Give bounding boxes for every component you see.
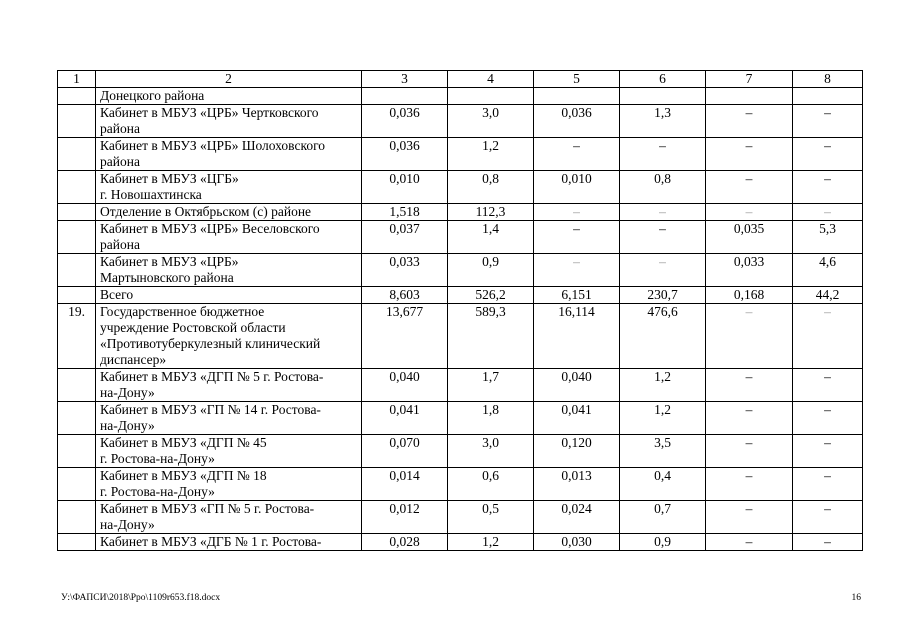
table-row (58, 501, 863, 534)
value-cell: – (620, 221, 706, 254)
column-number-cell: 6 (620, 71, 706, 88)
institution-name-line: Кабинет в МБУЗ «ДГП № 5 г. Ростова- (100, 369, 324, 384)
value-cell: 1,518 (362, 204, 448, 221)
value-cell: 0,040 (534, 369, 620, 402)
value-cell: – (793, 402, 863, 435)
column-number-cell: 2 (96, 71, 362, 88)
institution-name-line: Кабинет в МБУЗ «ЦГБ» (100, 171, 239, 186)
value-cell: 3,0 (448, 435, 534, 468)
institution-name-line: г. Ростова-на-Дону» (100, 484, 215, 499)
value-cell: 0,041 (362, 402, 448, 435)
value-cell: – (706, 435, 793, 468)
institution-name-line: Кабинет в МБУЗ «ЦРБ» Чертковского (100, 105, 319, 120)
value-cell: 1,2 (620, 369, 706, 402)
value-cell: 0,033 (706, 254, 793, 287)
value-cell: – (793, 105, 863, 138)
value-cell: – (793, 369, 863, 402)
value-cell: 1,2 (620, 402, 706, 435)
institution-name-line: Кабинет в МБУЗ «ЦРБ» (100, 254, 239, 269)
value-cell: 1,2 (448, 138, 534, 171)
value-cell: 1,3 (620, 105, 706, 138)
institution-name-line: Кабинет в МБУЗ «ГП № 14 г. Ростова- (100, 402, 321, 417)
value-cell: 5,3 (793, 221, 863, 254)
value-cell: – (706, 204, 793, 221)
row-number-cell (58, 221, 96, 254)
value-cell: – (706, 369, 793, 402)
institution-name-cell (96, 171, 362, 204)
value-cell: 526,2 (448, 287, 534, 304)
column-number-cell: 7 (706, 71, 793, 88)
value-cell: – (793, 468, 863, 501)
value-cell: 0,012 (362, 501, 448, 534)
value-cell: – (706, 534, 793, 551)
value-cell: – (706, 171, 793, 204)
table-row (58, 88, 863, 105)
value-cell: – (620, 254, 706, 287)
institution-name-cell (96, 105, 362, 138)
institution-name-cell (96, 88, 362, 105)
table-row (58, 204, 863, 221)
value-cell: 112,3 (448, 204, 534, 221)
value-cell: 0,120 (534, 435, 620, 468)
value-cell: 6,151 (534, 287, 620, 304)
institution-name-line: на-Дону» (100, 418, 155, 433)
table-row (58, 254, 863, 287)
value-cell: 1,2 (448, 534, 534, 551)
column-number-cell: 4 (448, 71, 534, 88)
column-number-cell: 8 (793, 71, 863, 88)
row-number-cell (58, 287, 96, 304)
institution-name-line: района (100, 237, 140, 252)
table-header-row (58, 71, 863, 88)
table-row (58, 534, 863, 551)
institution-name-line: Кабинет в МБУЗ «ГП № 5 г. Ростова- (100, 501, 315, 516)
institution-name-line: Кабинет в МБУЗ «ЦРБ» Шолоховского (100, 138, 326, 153)
value-cell: 0,8 (620, 171, 706, 204)
value-cell: 0,035 (706, 221, 793, 254)
institution-name-line: Кабинет в МБУЗ «ЦРБ» Веселовского (100, 221, 320, 236)
value-cell: – (793, 435, 863, 468)
column-number-cell: 5 (534, 71, 620, 88)
column-number-cell: 1 (58, 71, 96, 88)
institution-name-cell (96, 304, 362, 369)
value-cell: 4,6 (793, 254, 863, 287)
value-cell: – (793, 171, 863, 204)
row-number-cell (58, 468, 96, 501)
value-cell: 0,9 (448, 254, 534, 287)
value-cell: 0,6 (448, 468, 534, 501)
value-cell: 0,040 (362, 369, 448, 402)
value-cell: 0,028 (362, 534, 448, 551)
institution-name-line: диспансер» (100, 352, 167, 367)
value-cell (793, 88, 863, 105)
value-cell: 0,014 (362, 468, 448, 501)
table-body (58, 71, 863, 551)
value-cell: – (534, 254, 620, 287)
value-cell: 1,7 (448, 369, 534, 402)
institution-name-cell (96, 287, 362, 304)
value-cell: 0,037 (362, 221, 448, 254)
institution-name-cell (96, 534, 362, 551)
row-number-cell (58, 138, 96, 171)
institution-name-line: на-Дону» (100, 517, 155, 532)
value-cell: 0,033 (362, 254, 448, 287)
institution-name-line: Кабинет в МБУЗ «ДГБ № 1 г. Ростова- (100, 534, 322, 549)
institution-name-line: г. Новошахтинска (100, 187, 202, 202)
value-cell: – (706, 468, 793, 501)
row-number-cell (58, 369, 96, 402)
value-cell: 3,0 (448, 105, 534, 138)
institution-name-cell (96, 468, 362, 501)
footer-file-path: У:\ФАПСИ\2018\Рро\1109r653.f18.docx (61, 593, 221, 603)
value-cell: 0,7 (620, 501, 706, 534)
value-cell: – (534, 138, 620, 171)
table-row (58, 287, 863, 304)
institution-name-cell (96, 254, 362, 287)
institution-name-line: на-Дону» (100, 385, 155, 400)
document-table (57, 70, 863, 551)
table-row (58, 435, 863, 468)
row-number-cell (58, 88, 96, 105)
value-cell: – (706, 138, 793, 171)
value-cell: 0,036 (534, 105, 620, 138)
value-cell: 0,036 (362, 105, 448, 138)
table-row (58, 402, 863, 435)
value-cell: – (793, 138, 863, 171)
row-number-cell: 19. (58, 304, 96, 369)
value-cell: – (706, 304, 793, 369)
value-cell: 476,6 (620, 304, 706, 369)
row-number-cell (58, 105, 96, 138)
value-cell: 13,677 (362, 304, 448, 369)
institution-name-line: Мартыновского района (100, 270, 234, 285)
table-row (58, 468, 863, 501)
institution-name-line: Государственное бюджетное (100, 304, 265, 319)
value-cell: 0,036 (362, 138, 448, 171)
row-number-cell (58, 534, 96, 551)
value-cell: 0,4 (620, 468, 706, 501)
institution-name-cell (96, 204, 362, 221)
value-cell: – (706, 105, 793, 138)
institution-name-line: г. Ростова-на-Дону» (100, 451, 215, 466)
value-cell: – (706, 402, 793, 435)
value-cell: 0,010 (534, 171, 620, 204)
row-number-cell (58, 402, 96, 435)
institution-name-line: Донецкого района (100, 88, 205, 103)
institution-name-line: района (100, 154, 140, 169)
institution-name-cell (96, 402, 362, 435)
value-cell: 3,5 (620, 435, 706, 468)
value-cell: 0,010 (362, 171, 448, 204)
table-row (58, 221, 863, 254)
value-cell: – (534, 204, 620, 221)
value-cell: 0,013 (534, 468, 620, 501)
value-cell: – (793, 204, 863, 221)
value-cell: 1,4 (448, 221, 534, 254)
footer-page-number: 16 (851, 593, 861, 603)
value-cell: 589,3 (448, 304, 534, 369)
row-number-cell (58, 204, 96, 221)
table-row (58, 171, 863, 204)
value-cell (534, 88, 620, 105)
institution-name-cell (96, 138, 362, 171)
value-cell: 0,024 (534, 501, 620, 534)
row-number-cell (58, 501, 96, 534)
value-cell: – (793, 304, 863, 369)
value-cell: – (793, 534, 863, 551)
institution-name-cell (96, 369, 362, 402)
value-cell: 0,168 (706, 287, 793, 304)
institution-name-line: «Противотуберкулезный клинический (100, 336, 321, 351)
row-number-cell (58, 171, 96, 204)
value-cell: 0,070 (362, 435, 448, 468)
value-cell: 1,8 (448, 402, 534, 435)
value-cell: 230,7 (620, 287, 706, 304)
institution-name-line: Кабинет в МБУЗ «ДГП № 45 (100, 435, 267, 450)
table-row (58, 369, 863, 402)
value-cell: – (706, 501, 793, 534)
institution-name-line: Всего (100, 287, 134, 302)
institution-name-line: учреждение Ростовской области (100, 320, 286, 335)
value-cell (448, 88, 534, 105)
value-cell: 0,041 (534, 402, 620, 435)
table-row (58, 304, 863, 369)
value-cell: 0,9 (620, 534, 706, 551)
row-number-cell (58, 254, 96, 287)
institution-name-line: района (100, 121, 140, 136)
institution-name-cell (96, 501, 362, 534)
value-cell: – (534, 221, 620, 254)
value-cell: 0,030 (534, 534, 620, 551)
value-cell (620, 88, 706, 105)
table-row (58, 105, 863, 138)
institution-name-line: Кабинет в МБУЗ «ДГП № 18 (100, 468, 267, 483)
value-cell: 0,5 (448, 501, 534, 534)
value-cell: 44,2 (793, 287, 863, 304)
institution-name-cell (96, 435, 362, 468)
institution-name-cell (96, 221, 362, 254)
table-row (58, 138, 863, 171)
value-cell (706, 88, 793, 105)
value-cell: – (620, 204, 706, 221)
value-cell: 16,114 (534, 304, 620, 369)
column-number-cell: 3 (362, 71, 448, 88)
value-cell: 0,8 (448, 171, 534, 204)
value-cell: – (793, 501, 863, 534)
row-number-cell (58, 435, 96, 468)
value-cell: 8,603 (362, 287, 448, 304)
institution-name-line: Отделение в Октябрьском (с) районе (100, 204, 312, 219)
value-cell: – (620, 138, 706, 171)
value-cell (362, 88, 448, 105)
